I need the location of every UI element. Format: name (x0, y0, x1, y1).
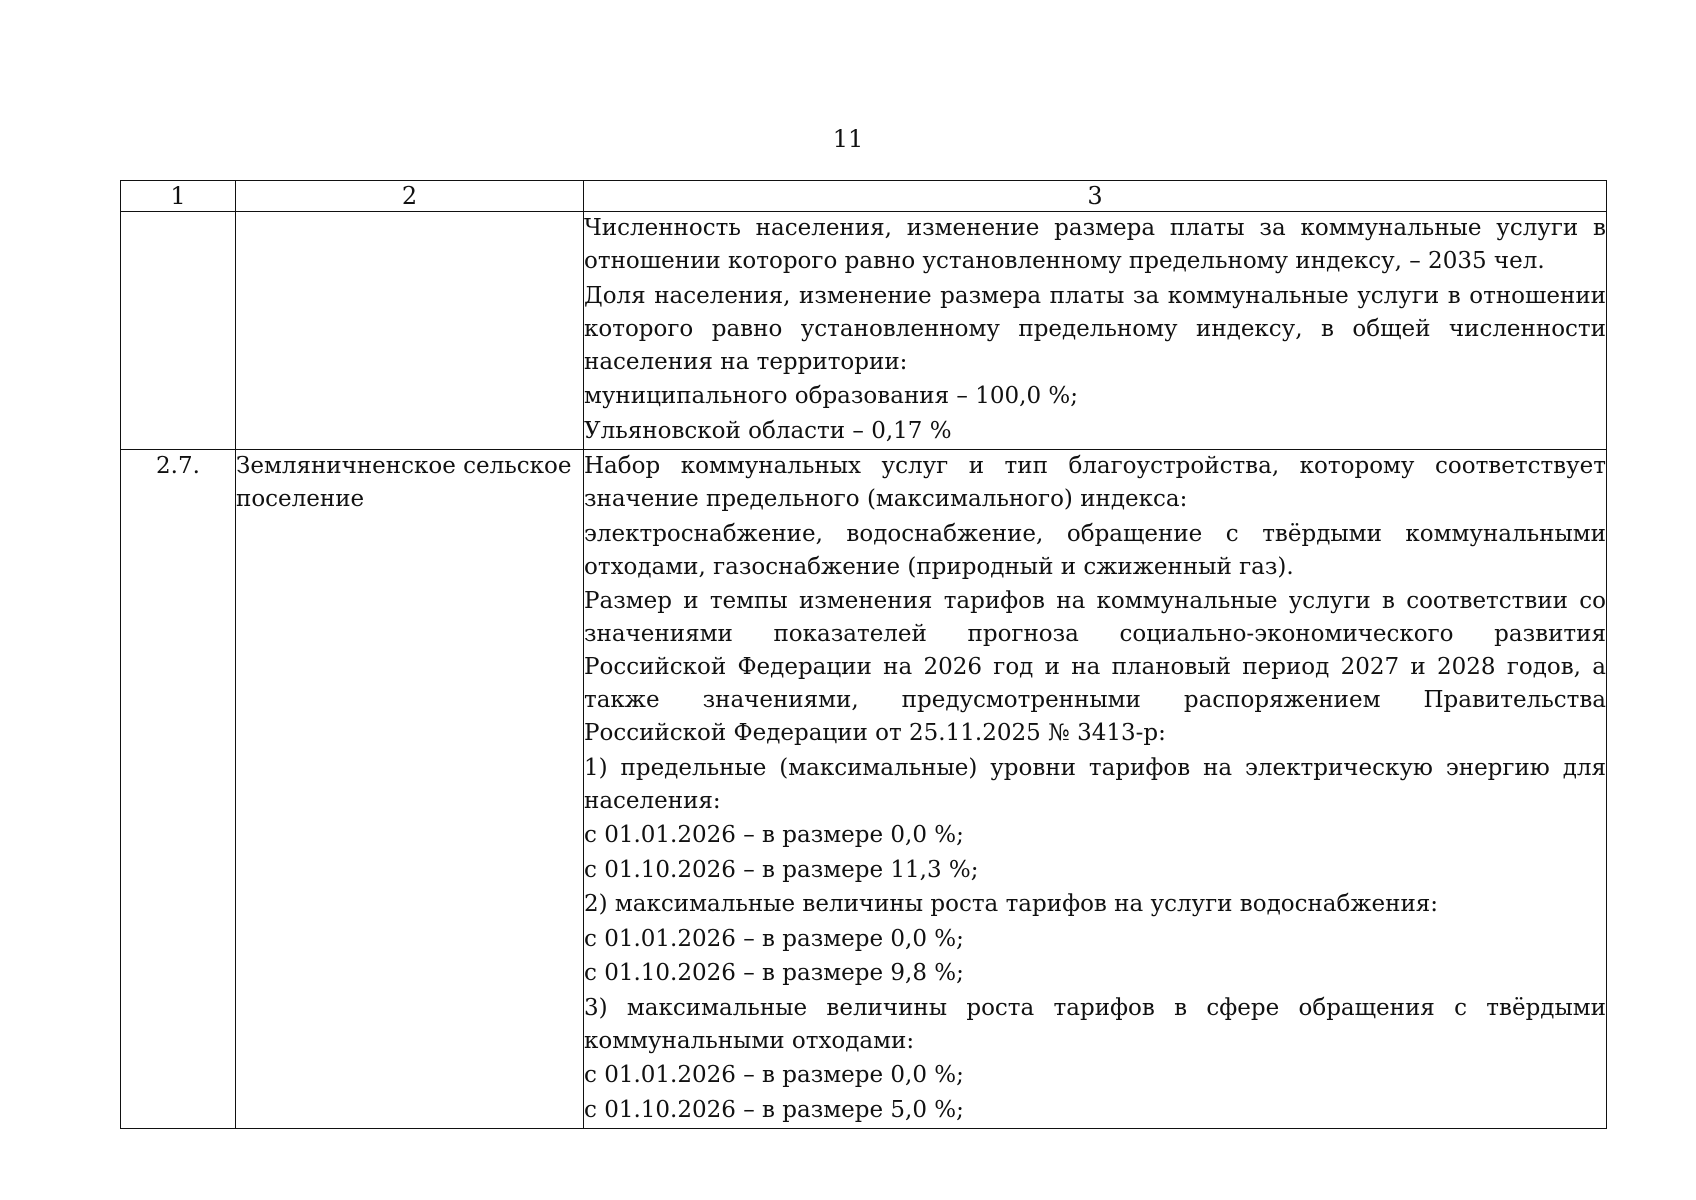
table-row (121, 212, 1607, 450)
page-number: 11 (832, 125, 864, 153)
settlement-name-cell: Земляничненское сельское поселение (236, 450, 584, 1129)
paragraph: электроснабжение, водоснабжение, обращение с твёрдыми коммунальными отходами, газоснабжение (природный и сжиженный газ). (584, 520, 1606, 580)
paragraph: 2) максимальные величины роста тарифов на услуги водоснабжения: (584, 891, 1439, 917)
paragraph: с 01.01.2026 – в размере 0,0 %; (584, 822, 964, 848)
paragraph: Набор коммунальных услуг и тип благоустройства, которому соответствует значение предельного (максимального) индекса: (584, 453, 1606, 512)
description-cell (584, 212, 1607, 450)
paragraph: с 01.10.2026 – в размере 5,0 %; (584, 1096, 964, 1123)
paragraph: 3) максимальные величины роста тарифов в сфере обращения с твёрдыми коммунальными отходами: (584, 994, 1606, 1054)
paragraph: муниципального образования – 100,0 %; (584, 383, 1078, 409)
row-number-cell: 2.7. (121, 450, 236, 1129)
table-row (121, 450, 1607, 1129)
paragraph: с 01.10.2026 – в размере 11,3 %; (584, 856, 979, 883)
paragraph: Численность населения, изменение размера платы за коммунальные услуги в отношении которого равно установленному предельному индексу, – 2035 чел. (584, 215, 1606, 274)
paragraph: Размер и темпы изменения тарифов на коммунальные услуги в соответствии со значениями показателей прогноза социально-экономического развития Российской Федерации на 2026 год и на плановый период 2027 и 2028 годов, а также значениями, предусмотренными распоряжением Правительства Российской Федерации от 25.11.2025 № 3413-р: (584, 588, 1606, 746)
table-header-row (121, 181, 1607, 212)
paragraph: 1) предельные (максимальные) уровни тарифов на электрическую энергию для населения: (584, 754, 1606, 814)
paragraph: Доля населения, изменение размера платы за коммунальные услуги в отношении которого равно установленному предельному индексу, в общей численности населения на территории: (584, 282, 1606, 375)
paragraph: с 01.01.2026 – в размере 0,0 %; (584, 1062, 964, 1088)
tariff-table (120, 180, 1607, 1129)
paragraph: с 01.10.2026 – в размере 9,8 %; (584, 960, 964, 986)
settlement-name-cell (236, 212, 584, 450)
row-number-cell (121, 212, 236, 450)
paragraph: с 01.01.2026 – в размере 0,0 %; (584, 925, 964, 952)
column-header-2: 2 (236, 181, 584, 212)
paragraph: Ульяновской области – 0,17 % (584, 417, 952, 444)
description-cell (584, 450, 1607, 1129)
column-header-1: 1 (121, 181, 236, 212)
column-header-3: 3 (584, 181, 1607, 212)
